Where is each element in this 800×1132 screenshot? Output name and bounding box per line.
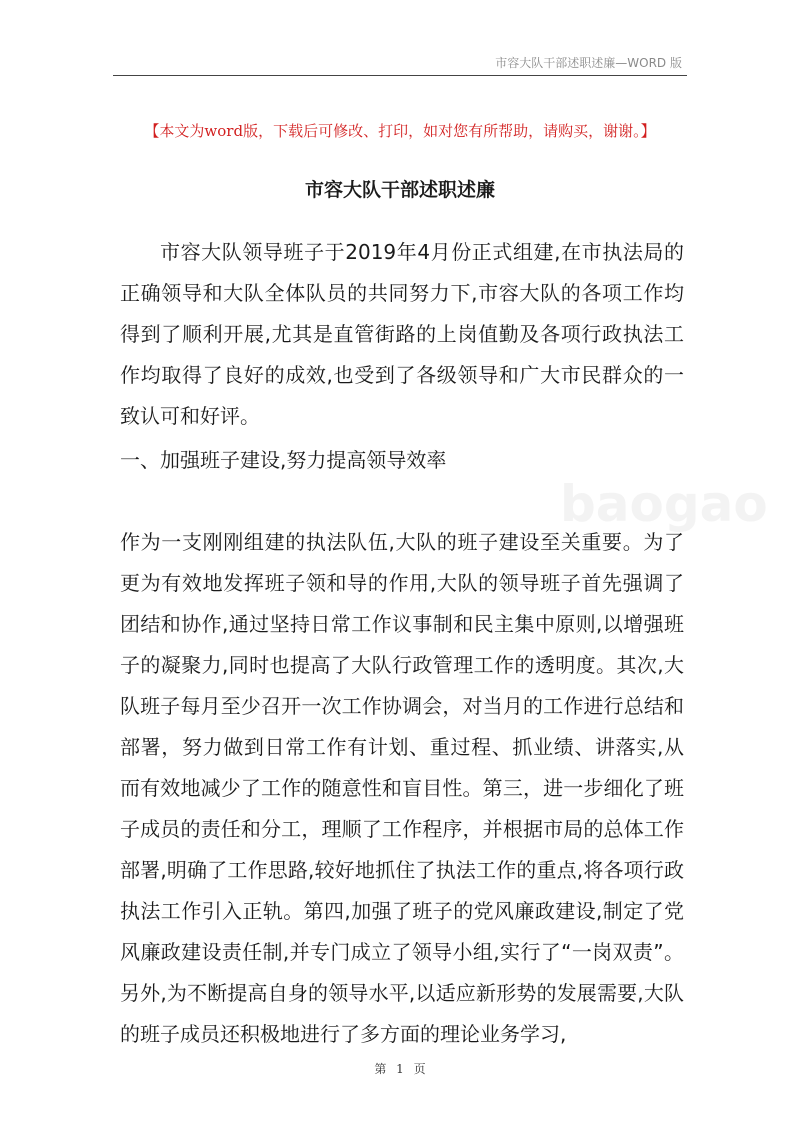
page-footer [0,1060,800,1077]
page-number: 1 [396,1062,404,1076]
section-heading: 一、加强班子建设,努力提高领导效率 [120,448,447,472]
page-suffix: 页 [413,1062,426,1076]
watermark: baogao [560,475,768,533]
download-notice: 【本文为word版，下载后可修改、打印，如对您有所帮助，请购买，谢谢。】 [144,122,656,140]
body-paragraph: 作为一支刚刚组建的执法队伍,大队的班子建设至关重要。为了更为有效地发挥班子领和导的作用,大队的领导班子首先强调了团结和协作,通过坚持日常工作议事制和民主集中原则,以增强班子的凝聚力,同时也提高了大队行政管理工作的透明度。其次,大队班子每月至少召开一次工作协调会，对当月的工作进行总结和部署，努力做到日常工作有计划、重过程、抓业绩、讲落实,从而有效地减少了工作的随意性和盲目性。第三，进一步细化了班子成员的责任和分工，理顺了工作程序，并根据市局的总体工作部署,明确了工作思路,较好地抓住了执法工作的重点,将各项行政执法工作引入正轨。第四,加强了班子的党风廉政建设,制定了党风廉政建设责任制,并专门成立了领导小组,实行了“一岗双责”。另外,为不断提高自身的领导水平,以适应新形势的发展需要,大队的班子成员还积极地进行了多方面的理论业务学习, [120,530,684,1046]
header-divider [113,75,687,76]
intro-paragraph: 市容大队领导班子于2019年4月份正式组建,在市执法局的正确领导和大队全体队员的共同努力下,市容大队的各项工作均得到了顺利开展,尤其是直管街路的上岗值勤及各项行政执法工作均取得了良好的成效,也受到了各级领导和广大市民群众的一致认可和好评。 [120,240,684,428]
page-prefix: 第 [374,1062,387,1076]
document-header: 市容大队干部述职述廉—WORD 版 [495,56,682,70]
document-title: 市容大队干部述职述廉 [304,179,495,201]
